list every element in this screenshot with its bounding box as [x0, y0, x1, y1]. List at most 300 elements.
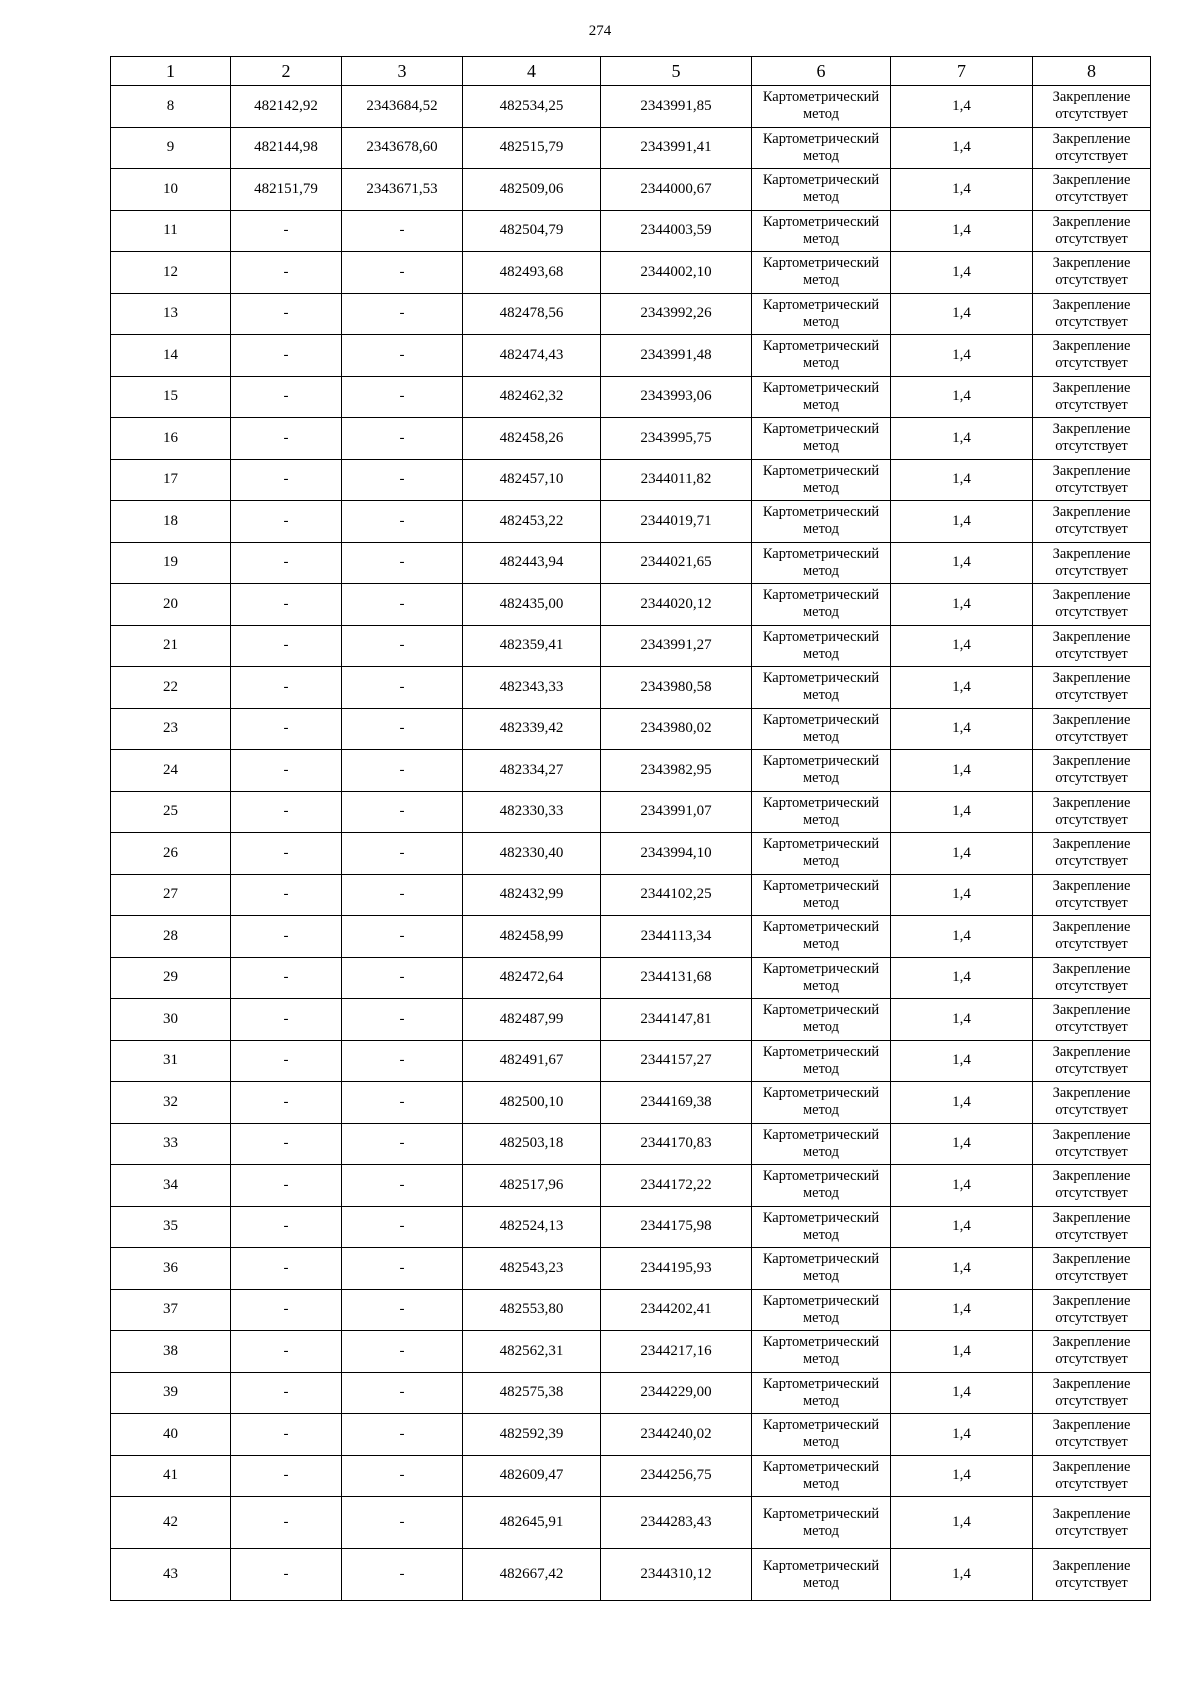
- new-y-text: 2344019,71: [640, 512, 712, 529]
- table-row: [111, 1331, 1151, 1373]
- cell-old-x: [231, 376, 342, 418]
- cell-accuracy: [891, 1372, 1033, 1414]
- cell-new-x: [463, 584, 601, 626]
- cell-method: [752, 210, 891, 252]
- cell-point-number: [111, 1497, 231, 1549]
- table-row: [111, 542, 1151, 584]
- cell-new-x: [463, 1248, 601, 1290]
- cell-old-x: [231, 1372, 342, 1414]
- new-y-text: 2343991,41: [640, 139, 712, 156]
- cell-old-x: [231, 999, 342, 1041]
- cell-new-y: [601, 1414, 752, 1456]
- cell-accuracy: [891, 542, 1033, 584]
- method-text: Картометрический метод: [762, 1085, 880, 1119]
- old-x-text: -: [283, 1052, 289, 1069]
- new-y-text: 2344175,98: [640, 1218, 712, 1235]
- cell-old-y: [342, 127, 463, 169]
- old-x-text: 482144,98: [254, 139, 318, 156]
- cell-new-x: [463, 1372, 601, 1414]
- new-y-text: 2344113,34: [640, 927, 712, 944]
- cell-method: [752, 1331, 891, 1373]
- cell-accuracy: [891, 874, 1033, 916]
- cell-fixing: [1033, 584, 1151, 626]
- point-number-text: 30: [163, 1010, 178, 1027]
- cell-old-y: [342, 1082, 463, 1124]
- cell-method: [752, 376, 891, 418]
- cell-new-x: [463, 1082, 601, 1124]
- accuracy-text: 1,4: [952, 139, 971, 156]
- table-row: [111, 293, 1151, 335]
- cell-fixing: [1033, 708, 1151, 750]
- cell-old-x: [231, 1206, 342, 1248]
- cell-new-x: [463, 625, 601, 667]
- accuracy-text: 1,4: [952, 927, 971, 944]
- accuracy-text: 1,4: [952, 1135, 971, 1152]
- accuracy-text: 1,4: [952, 1218, 971, 1235]
- cell-point-number: [111, 1248, 231, 1290]
- table-row: [111, 916, 1151, 958]
- cell-new-y: [601, 833, 752, 875]
- point-number-text: 28: [163, 927, 178, 944]
- old-y-text: -: [399, 1259, 405, 1276]
- old-y-text: -: [399, 1342, 405, 1359]
- fixing-text: Закрепление отсутствует: [1052, 545, 1131, 579]
- cell-new-y: [601, 999, 752, 1041]
- new-x-text: 482592,39: [499, 1425, 564, 1442]
- cell-old-x: [231, 1289, 342, 1331]
- fixing-text: Закрепление отсутствует: [1052, 1292, 1131, 1326]
- fixing-text: Закрепление отсутствует: [1052, 836, 1131, 870]
- cell-old-y: [342, 418, 463, 460]
- new-x-text: 482432,99: [499, 886, 564, 903]
- new-x-text: 482453,22: [499, 512, 564, 529]
- cell-point-number: [111, 667, 231, 709]
- cell-new-x: [463, 916, 601, 958]
- cell-point-number: [111, 1414, 231, 1456]
- table-row: [111, 1040, 1151, 1082]
- cell-method: [752, 1165, 891, 1207]
- fixing-text: Закрепление отсутствует: [1052, 421, 1131, 455]
- method-text: Картометрический метод: [762, 1417, 880, 1451]
- cell-point-number: [111, 169, 231, 211]
- cell-point-number: [111, 418, 231, 460]
- cell-new-x: [463, 1455, 601, 1497]
- cell-old-x: [231, 1497, 342, 1549]
- table-row: [111, 708, 1151, 750]
- cell-old-x: [231, 584, 342, 626]
- cell-new-y: [601, 86, 752, 128]
- accuracy-text: 1,4: [952, 761, 971, 778]
- cell-new-y: [601, 1372, 752, 1414]
- old-y-text: -: [399, 595, 405, 612]
- cell-new-y: [601, 584, 752, 626]
- cell-fixing: [1033, 874, 1151, 916]
- cell-method: [752, 625, 891, 667]
- cell-accuracy: [891, 1549, 1033, 1601]
- point-number-text: 38: [163, 1342, 178, 1359]
- old-y-text: -: [399, 761, 405, 778]
- cell-old-x: [231, 335, 342, 377]
- method-text: Картометрический метод: [762, 1043, 880, 1077]
- table-row: [111, 459, 1151, 501]
- accuracy-text: 1,4: [952, 1093, 971, 1110]
- cell-new-x: [463, 1497, 601, 1549]
- accuracy-text: 1,4: [952, 305, 971, 322]
- cell-accuracy: [891, 625, 1033, 667]
- cell-new-x: [463, 542, 601, 584]
- new-y-text: 2344011,82: [640, 471, 712, 488]
- cell-old-x: [231, 459, 342, 501]
- cell-old-y: [342, 584, 463, 626]
- method-text: Картометрический метод: [762, 1168, 880, 1202]
- method-text: Картометрический метод: [762, 960, 880, 994]
- cell-point-number: [111, 1082, 231, 1124]
- fixing-text: Закрепление отсутствует: [1052, 1085, 1131, 1119]
- cell-old-y: [342, 293, 463, 335]
- new-y-text: 2344021,65: [640, 554, 712, 571]
- new-x-text: 482517,96: [499, 1176, 564, 1193]
- cell-fixing: [1033, 252, 1151, 294]
- cell-method: [752, 1414, 891, 1456]
- fixing-text: Закрепление отсутствует: [1052, 255, 1131, 289]
- cell-method: [752, 833, 891, 875]
- method-text: Картометрический метод: [762, 172, 880, 206]
- table-row: [111, 169, 1151, 211]
- cell-old-y: [342, 335, 463, 377]
- point-number-text: 31: [163, 1052, 178, 1069]
- cell-method: [752, 86, 891, 128]
- old-x-text: -: [283, 1301, 289, 1318]
- accuracy-text: 1,4: [952, 1425, 971, 1442]
- cell-fixing: [1033, 1165, 1151, 1207]
- cell-new-y: [601, 874, 752, 916]
- old-y-text: -: [399, 512, 405, 529]
- old-y-text: -: [399, 1467, 405, 1484]
- cell-old-x: [231, 957, 342, 999]
- cell-old-y: [342, 957, 463, 999]
- new-x-text: 482334,27: [499, 761, 564, 778]
- cell-new-x: [463, 1289, 601, 1331]
- cell-fixing: [1033, 1549, 1151, 1601]
- accuracy-text: 1,4: [952, 346, 971, 363]
- cell-new-y: [601, 1040, 752, 1082]
- accuracy-text: 1,4: [952, 969, 971, 986]
- old-x-text: -: [283, 1010, 289, 1027]
- new-y-text: 2343991,85: [640, 97, 712, 114]
- cell-new-x: [463, 293, 601, 335]
- cell-accuracy: [891, 1082, 1033, 1124]
- cell-point-number: [111, 376, 231, 418]
- point-number-text: 39: [163, 1384, 178, 1401]
- new-y-text: 2344217,16: [640, 1342, 712, 1359]
- table-row: [111, 1549, 1151, 1601]
- cell-new-x: [463, 833, 601, 875]
- old-x-text: -: [283, 263, 289, 280]
- old-y-text: -: [399, 1052, 405, 1069]
- cell-new-x: [463, 667, 601, 709]
- table-row: [111, 1248, 1151, 1290]
- point-number-text: 17: [163, 471, 178, 488]
- cell-new-y: [601, 1206, 752, 1248]
- cell-new-x: [463, 127, 601, 169]
- cell-old-y: [342, 1549, 463, 1601]
- cell-new-x: [463, 1331, 601, 1373]
- cell-new-y: [601, 210, 752, 252]
- cell-accuracy: [891, 833, 1033, 875]
- new-x-text: 482458,26: [499, 429, 564, 446]
- cell-old-y: [342, 1165, 463, 1207]
- cell-new-y: [601, 335, 752, 377]
- header-col-3: 3: [342, 57, 463, 86]
- table-row: [111, 1123, 1151, 1165]
- method-text: Картометрический метод: [762, 1209, 880, 1243]
- method-text: Картометрический метод: [762, 504, 880, 538]
- new-y-text: 2344002,10: [640, 263, 712, 280]
- cell-point-number: [111, 916, 231, 958]
- cell-method: [752, 1497, 891, 1549]
- accuracy-text: 1,4: [952, 844, 971, 861]
- old-y-text: -: [399, 678, 405, 695]
- cell-accuracy: [891, 999, 1033, 1041]
- fixing-text: Закрепление отсутствует: [1052, 338, 1131, 372]
- cell-accuracy: [891, 916, 1033, 958]
- old-y-text: 2343678,60: [366, 139, 438, 156]
- cell-point-number: [111, 1331, 231, 1373]
- cell-new-x: [463, 1206, 601, 1248]
- cell-old-x: [231, 708, 342, 750]
- cell-accuracy: [891, 791, 1033, 833]
- table-row: [111, 791, 1151, 833]
- new-y-text: 2344172,22: [640, 1176, 712, 1193]
- old-y-text: -: [399, 637, 405, 654]
- cell-new-x: [463, 252, 601, 294]
- cell-method: [752, 501, 891, 543]
- cell-old-x: [231, 1455, 342, 1497]
- cell-point-number: [111, 1040, 231, 1082]
- cell-fixing: [1033, 1414, 1151, 1456]
- new-x-text: 482524,13: [499, 1218, 564, 1235]
- cell-old-y: [342, 1497, 463, 1549]
- cell-old-x: [231, 1248, 342, 1290]
- point-number-text: 41: [163, 1467, 178, 1484]
- new-x-text: 482487,99: [499, 1010, 564, 1027]
- old-x-text: -: [283, 1135, 289, 1152]
- cell-old-y: [342, 791, 463, 833]
- cell-new-y: [601, 1165, 752, 1207]
- method-text: Картометрический метод: [762, 1458, 880, 1492]
- method-text: Картометрический метод: [762, 462, 880, 496]
- cell-method: [752, 1123, 891, 1165]
- table-row: [111, 1289, 1151, 1331]
- old-y-text: -: [399, 1514, 405, 1530]
- new-x-text: 482462,32: [499, 388, 564, 405]
- cell-old-x: [231, 418, 342, 460]
- cell-old-y: [342, 1414, 463, 1456]
- table-row: [111, 999, 1151, 1041]
- old-y-text: -: [399, 1566, 405, 1582]
- cell-new-y: [601, 169, 752, 211]
- fixing-text: Закрепление отсутствует: [1052, 628, 1131, 662]
- old-y-text: 2343684,52: [366, 97, 438, 114]
- cell-method: [752, 1040, 891, 1082]
- table-row: [111, 1414, 1151, 1456]
- fixing-text: Закрепление отсутствует: [1052, 1209, 1131, 1243]
- cell-method: [752, 1289, 891, 1331]
- new-x-text: 482645,91: [499, 1514, 564, 1530]
- cell-method: [752, 584, 891, 626]
- cell-old-y: [342, 833, 463, 875]
- cell-accuracy: [891, 957, 1033, 999]
- fixing-text: Закрепление отсутствует: [1052, 1557, 1131, 1591]
- new-y-text: 2344195,93: [640, 1259, 712, 1276]
- point-number-text: 13: [163, 305, 178, 322]
- cell-fixing: [1033, 335, 1151, 377]
- accuracy-text: 1,4: [952, 886, 971, 903]
- method-text: Картометрический метод: [762, 836, 880, 870]
- old-y-text: -: [399, 346, 405, 363]
- cell-old-x: [231, 1414, 342, 1456]
- new-y-text: 2344310,12: [640, 1566, 712, 1582]
- point-number-text: 22: [163, 678, 178, 695]
- cell-method: [752, 874, 891, 916]
- new-x-text: 482472,64: [499, 969, 564, 986]
- fixing-text: Закрепление отсутствует: [1052, 670, 1131, 704]
- new-y-text: 2343994,10: [640, 844, 712, 861]
- cell-new-y: [601, 418, 752, 460]
- method-text: Картометрический метод: [762, 338, 880, 372]
- cell-old-y: [342, 86, 463, 128]
- cell-point-number: [111, 584, 231, 626]
- point-number-text: 35: [163, 1218, 178, 1235]
- cell-old-x: [231, 252, 342, 294]
- cell-point-number: [111, 501, 231, 543]
- header-col-5: 5: [601, 57, 752, 86]
- accuracy-text: 1,4: [952, 720, 971, 737]
- old-y-text: -: [399, 388, 405, 405]
- cell-old-y: [342, 376, 463, 418]
- cell-accuracy: [891, 86, 1033, 128]
- fixing-text: Закрепление отсутствует: [1052, 213, 1131, 247]
- cell-new-y: [601, 1549, 752, 1601]
- table-row: [111, 501, 1151, 543]
- cell-old-x: [231, 874, 342, 916]
- old-x-text: -: [283, 1218, 289, 1235]
- new-x-text: 482575,38: [499, 1384, 564, 1401]
- cell-new-x: [463, 708, 601, 750]
- point-number-text: 26: [163, 844, 178, 861]
- old-x-text: -: [283, 1259, 289, 1276]
- old-x-text: -: [283, 803, 289, 820]
- header-col-2: 2: [231, 57, 342, 86]
- old-y-text: -: [399, 1093, 405, 1110]
- cell-fixing: [1033, 169, 1151, 211]
- cell-accuracy: [891, 376, 1033, 418]
- cell-accuracy: [891, 584, 1033, 626]
- cell-method: [752, 916, 891, 958]
- header-col-4: 4: [463, 57, 601, 86]
- table-row: [111, 874, 1151, 916]
- new-y-text: 2344131,68: [640, 969, 712, 986]
- cell-fixing: [1033, 957, 1151, 999]
- cell-old-x: [231, 127, 342, 169]
- cell-new-x: [463, 1549, 601, 1601]
- cell-fixing: [1033, 86, 1151, 128]
- old-y-text: -: [399, 803, 405, 820]
- cell-new-x: [463, 791, 601, 833]
- cell-accuracy: [891, 459, 1033, 501]
- cell-fixing: [1033, 418, 1151, 460]
- table-row: [111, 625, 1151, 667]
- method-text: Картометрический метод: [762, 1375, 880, 1409]
- cell-point-number: [111, 1123, 231, 1165]
- cell-new-y: [601, 625, 752, 667]
- cell-old-x: [231, 1165, 342, 1207]
- new-x-text: 482359,41: [499, 637, 564, 654]
- old-x-text: -: [283, 720, 289, 737]
- cell-new-y: [601, 791, 752, 833]
- cell-method: [752, 1549, 891, 1601]
- new-x-text: 482343,33: [499, 678, 564, 695]
- cell-old-y: [342, 999, 463, 1041]
- cell-fixing: [1033, 127, 1151, 169]
- new-y-text: 2344202,41: [640, 1301, 712, 1318]
- cell-accuracy: [891, 1497, 1033, 1549]
- point-number-text: 29: [163, 969, 178, 986]
- cell-old-y: [342, 501, 463, 543]
- cell-new-y: [601, 750, 752, 792]
- old-x-text: -: [283, 512, 289, 529]
- old-y-text: -: [399, 844, 405, 861]
- cell-old-y: [342, 1206, 463, 1248]
- new-y-text: 2344170,83: [640, 1135, 712, 1152]
- point-number-text: 21: [163, 637, 178, 654]
- cell-old-y: [342, 750, 463, 792]
- cell-new-x: [463, 750, 601, 792]
- cell-method: [752, 1455, 891, 1497]
- old-y-text: -: [399, 263, 405, 280]
- new-y-text: 2344169,38: [640, 1093, 712, 1110]
- accuracy-text: 1,4: [952, 222, 971, 239]
- cell-old-y: [342, 542, 463, 584]
- cell-old-y: [342, 1248, 463, 1290]
- method-text: Картометрический метод: [762, 1505, 880, 1539]
- new-y-text: 2343991,48: [640, 346, 712, 363]
- cell-method: [752, 708, 891, 750]
- new-x-text: 482562,31: [499, 1342, 564, 1359]
- old-y-text: -: [399, 429, 405, 446]
- method-text: Картометрический метод: [762, 628, 880, 662]
- new-x-text: 482474,43: [499, 346, 564, 363]
- cell-point-number: [111, 210, 231, 252]
- old-x-text: 482142,92: [254, 97, 318, 114]
- cell-old-x: [231, 791, 342, 833]
- cell-fixing: [1033, 376, 1151, 418]
- cell-new-y: [601, 459, 752, 501]
- accuracy-text: 1,4: [952, 1176, 971, 1193]
- cell-point-number: [111, 86, 231, 128]
- cell-accuracy: [891, 1414, 1033, 1456]
- cell-old-x: [231, 1549, 342, 1601]
- cell-accuracy: [891, 418, 1033, 460]
- old-y-text: -: [399, 1135, 405, 1152]
- fixing-text: Закрепление отсутствует: [1052, 1417, 1131, 1451]
- fixing-text: Закрепление отсутствует: [1052, 1168, 1131, 1202]
- point-number-text: 33: [163, 1135, 178, 1152]
- table-row: [111, 957, 1151, 999]
- point-number-text: 10: [163, 180, 178, 197]
- table-row: [111, 1372, 1151, 1414]
- new-x-text: 482457,10: [499, 471, 564, 488]
